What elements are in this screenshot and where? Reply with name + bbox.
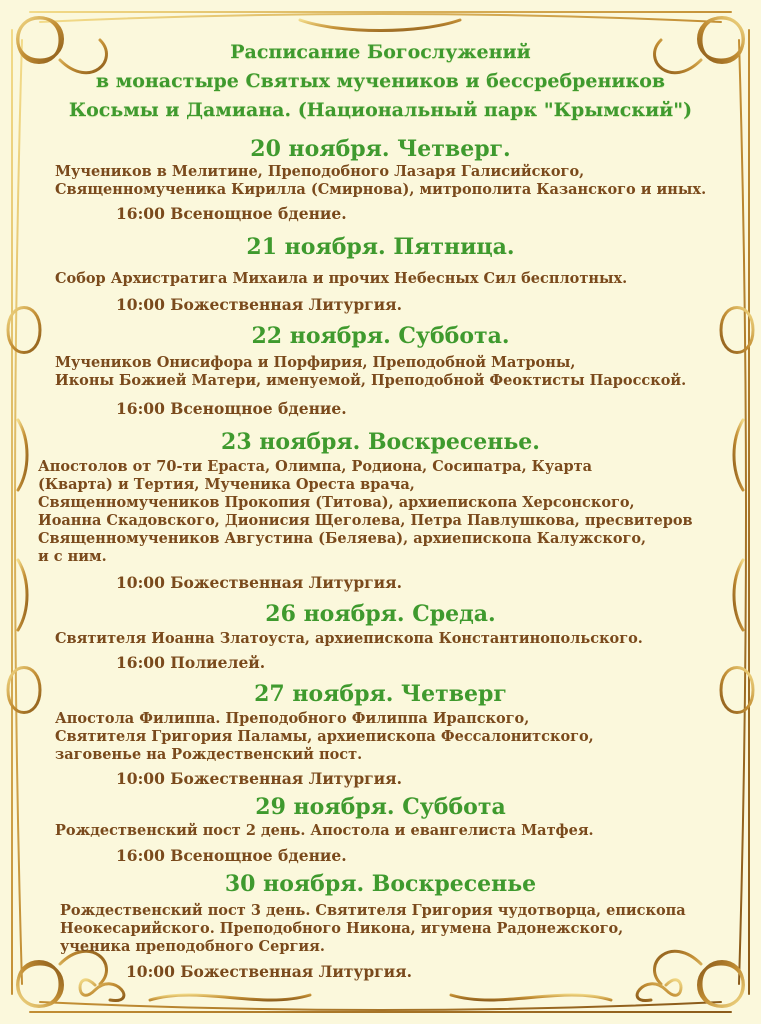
day-description	[55, 270, 627, 288]
description-line: заговенье на Рождественский пост.	[55, 746, 363, 763]
description-line: Священномученика Кирилла (Смирнова), митрополита Казанского и иных.	[55, 181, 707, 198]
description-line: Мучеников Онисифора и Порфирия, Преподобной Матроны,	[55, 354, 576, 371]
day-description	[38, 458, 693, 566]
description-line: Священномучеников Прокопия (Титова), архиепископа Херсонского,	[38, 494, 635, 511]
description-line: Святителя Григория Паламы, архиепископа Фессалонитского,	[55, 728, 594, 745]
description-line: Мучеников в Мелитине, Преподобного Лазаря Галисийского,	[55, 163, 585, 180]
day-heading: 29 ноября. Суббота	[255, 794, 506, 820]
description-line: Собор Архистратига Михаила и прочих Небесных Сил бесплотных.	[55, 270, 628, 287]
description-line: и с ним.	[38, 548, 107, 565]
description-line: Святителя Иоанна Златоуста, архиепископа Константинопольского.	[55, 630, 643, 647]
description-line: Иконы Божией Матери, именуемой, Преподобной Феоктисты Паросской.	[55, 372, 687, 389]
title-line: Косьмы и Дамиана. (Национальный парк "Крымский")	[68, 99, 693, 121]
description-line: Иоанна Скадовского, Дионисия Щеголева, Петра Павлушкова, пресвитеров	[38, 512, 693, 529]
page-title	[0, 38, 761, 125]
service-time: 16:00 Всенощное бдение.	[116, 399, 347, 418]
service-time: 16:00 Всенощное бдение.	[116, 204, 347, 223]
day-heading: 26 ноября. Среда.	[265, 601, 496, 627]
description-line: ученика преподобного Сергия.	[60, 938, 325, 955]
description-line: (Кварта) и Тертия, Мученика Ореста врача,	[38, 476, 415, 493]
service-time: 10:00 Божественная Литургия.	[126, 962, 413, 981]
day-description	[55, 163, 706, 199]
day-heading: 30 ноября. Воскресенье	[224, 871, 537, 897]
day-heading: 21 ноября. Пятница.	[246, 234, 515, 260]
service-time: 10:00 Божественная Литургия.	[116, 573, 403, 592]
service-time: 10:00 Божественная Литургия.	[116, 295, 403, 314]
description-line: Неокесарийского. Преподобного Никона, игумена Радонежского,	[60, 920, 624, 937]
day-heading: 20 ноября. Четверг.	[250, 136, 511, 162]
service-time: 10:00 Божественная Литургия.	[116, 769, 403, 788]
day-heading: 22 ноября. Суббота.	[251, 323, 510, 349]
day-heading: 27 ноября. Четверг	[254, 681, 507, 707]
description-line: Апостола Филиппа. Преподобного Филиппа Ирапского,	[55, 710, 530, 727]
day-heading: 23 ноября. Воскресенье.	[221, 429, 540, 455]
description-line: Рождественский пост 2 день. Апостола и евангелиста Матфея.	[55, 822, 594, 839]
day-description	[55, 822, 594, 840]
description-line: Апостолов от 70-ти Ераста, Олимпа, Родиона, Сосипатра, Куарта	[38, 458, 593, 475]
service-time: 16:00 Полиелей.	[116, 653, 266, 672]
title-line: Расписание Богослужений	[230, 41, 531, 63]
day-description	[55, 354, 686, 390]
day-description	[60, 902, 686, 956]
service-time: 16:00 Всенощное бдение.	[116, 846, 347, 865]
day-description	[55, 630, 643, 648]
day-description	[55, 710, 594, 764]
description-line: Священномучеников Августина (Беляева), архиепископа Калужского,	[38, 530, 647, 547]
description-line: Рождественский пост 3 день. Святителя Григория чудотворца, епископа	[60, 902, 686, 919]
title-line: в монастыре Святых мучеников и бессребреников	[95, 70, 666, 92]
